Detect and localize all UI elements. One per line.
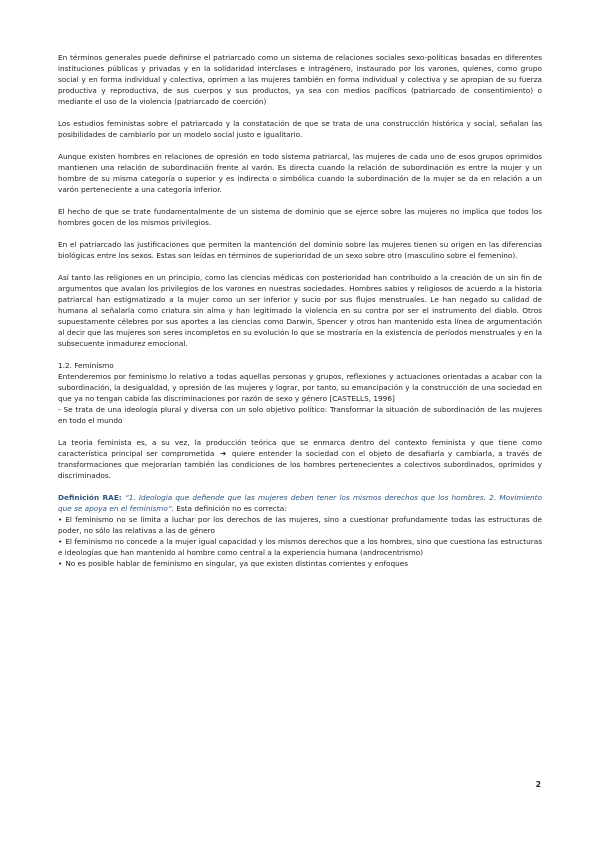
bullet-icon: •	[58, 537, 63, 546]
definition-quote: “1. Ideología que defiende que las mujeres deben tener los mismos derechos que los hombres. 2. Movimiento que se apoya en el feminismo”.	[58, 493, 543, 513]
bullet-icon: •	[58, 559, 63, 568]
paragraph-ideologia-plural: - Se trata de una ideología plural y diversa con un solo objetivo político: Transformar la situación de subordinación de las mujeres en todo el mundo	[58, 405, 542, 425]
paragraph-teoria-feminista	[58, 437, 542, 481]
section-heading-feminismo: 1.2. Feminismo	[58, 361, 114, 370]
list-item	[58, 558, 542, 569]
page-number: 2	[535, 780, 541, 789]
list-item-text: El feminismo no concede a la mujer igual capacidad y los mismos derechos que a los hombres, sino que cuestiona las estructuras e ideologías que han mantenido al hombre como central a la experiencia humana (androcentrismo)	[58, 537, 542, 557]
list-item-text: El feminismo no se limita a luchar por los derechos de las mujeres, sino a cuestionar profundamente todas las estructuras de poder, no sólo las relativas a las de género	[58, 515, 542, 535]
definition-label: Definición RAE:	[58, 493, 122, 502]
arrow-right-icon: ➔	[220, 449, 227, 458]
teoria-text-before: La teoría feminista es, a su vez, la producción teórica que se enmarca dentro del contexto feminista y que tiene como característica principal ser comprometida	[58, 438, 542, 458]
paragraph-sistema-dominio: El hecho de que se trate fundamentalmente de un sistema de dominio que se ejerce sobre las mujeres no implica que todos los hombres gocen de los mismos privilegios.	[58, 207, 542, 227]
paragraph-relaciones-opresion: Aunque existen hombres en relaciones de opresión en todo sistema patriarcal, las mujeres de cada uno de esos grupos oprimidos mantienen una relación de subordinación frente al varón. Es directa cuando la relación de subordinación es entre la mujer y un hombre de su misma categoría o superior y es indirecta o simbólica cuando la subordinación de la mujer se da en relación a un varón perteneciente a una categoría inferior.	[58, 152, 542, 194]
definition-note: Esta definición no es correcta:	[176, 504, 287, 513]
definition-bullet-list	[58, 514, 542, 569]
list-item	[58, 536, 542, 558]
teoria-text-after: quiere entender la sociedad con el objeto de desafiarla y cambiarla, a través de transformaciones que mejorarían también las condiciones de los hombres pertenecientes a colectivos subordinados, oprimidos y discriminados.	[58, 449, 542, 480]
bullet-icon: •	[58, 515, 63, 524]
paragraph-patriarcado-definicion: En términos generales puede definirse el patriarcado como un sistema de relaciones sociales sexo-políticas basadas en diferentes instituciones públicas y privadas y en la solidaridad interclases e intragénero, instaurado por los varones, quienes, como grupo social y en forma individual y colectiva, oprimen a las mujeres también en forma individual y colectiva y se apropian de su fuerza productiva y reproductiva, de sus cuerpos y sus productos, ya sea con medios pacíficos (patriarcado de consentimiento) o mediante el uso de la violencia (patriarcado de coerción)	[58, 53, 542, 106]
paragraph-feminismo-definicion: Entenderemos por feminismo lo relativo a todas aquellas personas y grupos, reflexiones y actuaciones orientadas a acabar con la subordinación, la desigualdad, y opresión de las mujeres y lograr, por tanto, su emancipación y la construcción de una sociedad en que ya no tengan cabida las discriminaciones por razón de sexo y género [CASTELLS, 1996]	[58, 372, 542, 403]
paragraph-justificaciones: En el patriarcado las justificaciones que permiten la mantención del dominio sobre las mujeres tienen su origen en las diferencias biológicas entre los sexos. Estas son leídas en términos de superioridad de un sexo sobre otro (masculino sobre el femenino).	[58, 240, 542, 260]
paragraph-estudios-feministas: Los estudios feministas sobre el patriarcado y la constatación de que se trata de una construcción histórica y social, señalan las posibilidades de cambiarlo por un modelo social justo e igualitario.	[58, 119, 542, 139]
paragraph-religiones-ciencias: Así tanto las religiones en un principio, como las ciencias médicas con posterioridad han contribuido a la creación de un sin fin de argumentos que avalan los privilegios de los varones en nuestras sociedades. Hombres sabios y religiosos de acuerdo a la historia patriarcal han estigmatizado a la mujer como un ser inferior y sucio por sus flujos menstruales. Le han negado su calidad de humana al señalarla como criatura sin alma y han legitimado la violencia en su contra por ser el instrumento del diablo. Otros supuestamente célebres por sus aportes a las ciencias como Darwin, Spencer y otros han mantenido esta línea de argumentación al decir que las mujeres son seres incompletos en su evolución lo que se mostraría en la existencia de períodos menstruales y en la subsecuente inmadurez emocional.	[58, 273, 542, 348]
document-page	[58, 52, 542, 569]
list-item-text: No es posible hablar de feminismo en singular, ya que existen distintas corrientes y enfoques	[65, 559, 409, 568]
list-item	[58, 514, 542, 536]
paragraph-definicion-rae	[58, 492, 542, 514]
